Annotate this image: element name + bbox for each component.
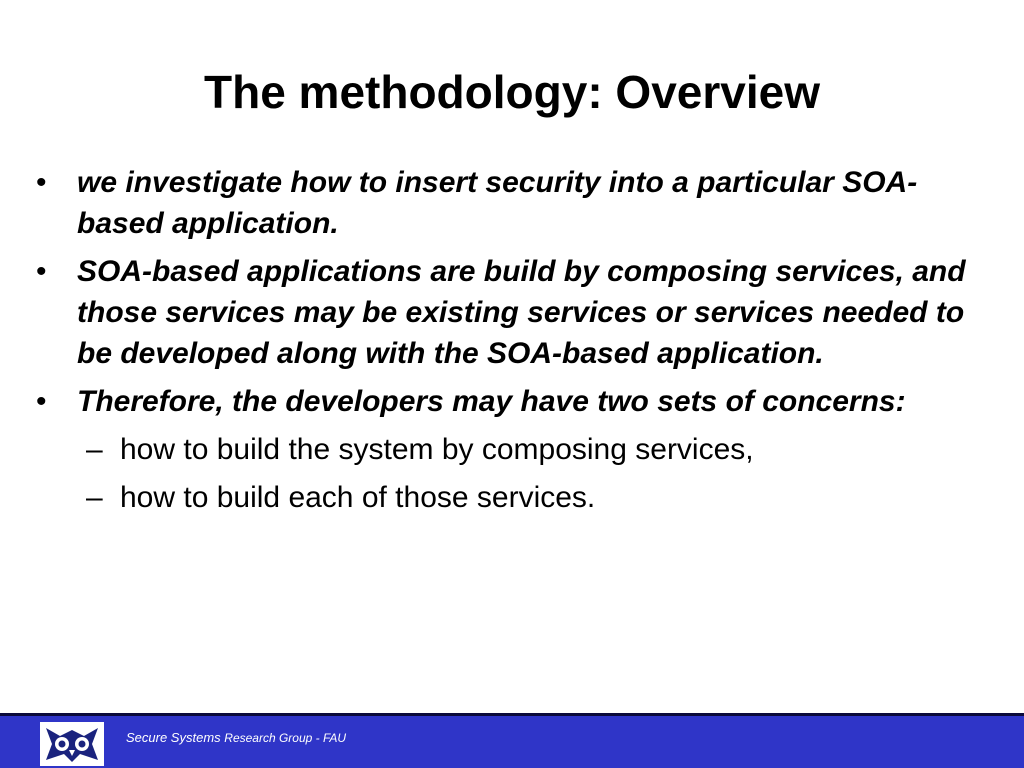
dash-icon: – [86, 481, 103, 514]
footer-label-main: Secure Systems [126, 730, 221, 745]
footer-label-small: Research Group - FAU [224, 731, 347, 745]
slide-title: The methodology: Overview [204, 66, 820, 118]
bullet-icon: • [36, 385, 47, 418]
owl-logo-icon [40, 722, 104, 766]
bullet-text: Therefore, the developers may have two sets of concerns: [77, 385, 906, 418]
bullet-item [36, 162, 996, 244]
bullet-item [36, 381, 996, 422]
bullet-text: we investigate how to insert security into a particular SOA-based application. [77, 166, 918, 240]
footer-bar [0, 713, 1024, 768]
sub-bullet-item [36, 429, 996, 470]
footer-label [126, 730, 346, 745]
bullet-icon: • [36, 255, 47, 288]
bullet-item [36, 251, 996, 374]
sub-bullet-text: how to build the system by composing services, [120, 433, 754, 466]
slide-body [36, 162, 996, 518]
sub-bullet-text: how to build each of those services. [120, 481, 596, 514]
bullet-text: SOA-based applications are build by composing services, and those services may be existing services or services needed to be developed along with the SOA-based application. [77, 255, 966, 370]
dash-icon: – [86, 433, 103, 466]
sub-bullet-item [36, 477, 996, 518]
bullet-icon: • [36, 166, 47, 199]
